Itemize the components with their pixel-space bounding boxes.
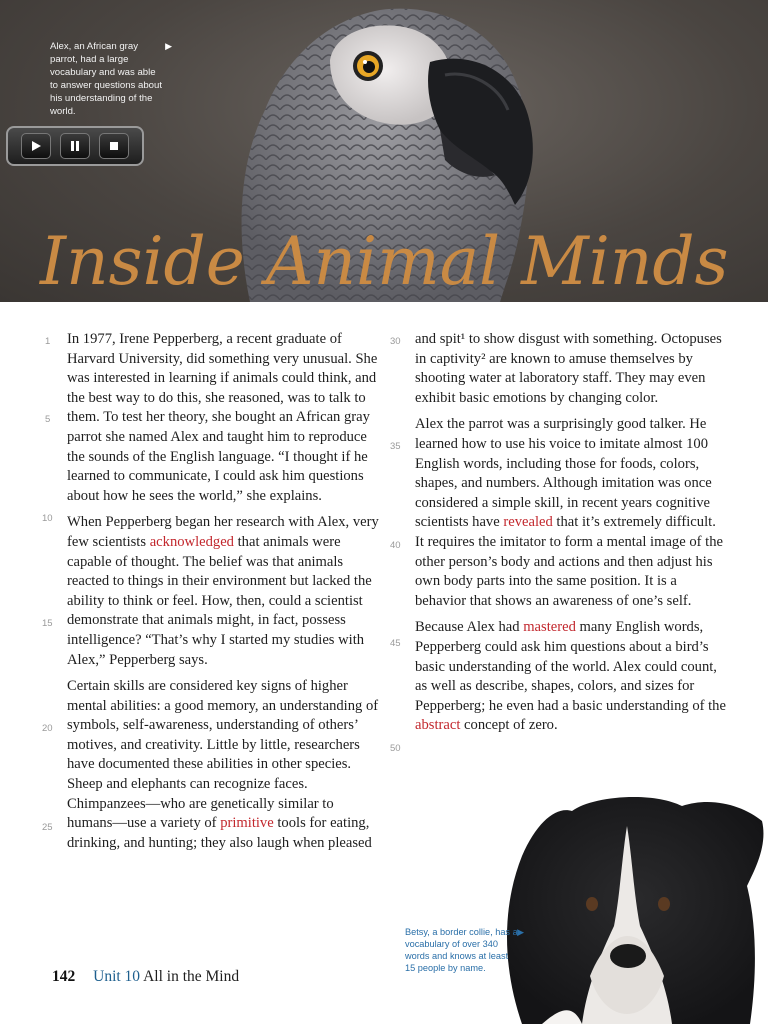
line-number: 10 [42,513,53,524]
vocabulary-word: acknowledged [149,533,234,550]
border-collie-image [482,786,768,1024]
left-column [67,330,379,860]
page-title: Inside Animal Minds [40,223,729,300]
parrot-caption-text: Alex, an African gray parrot, had a large vocabulary and was able to answer questions about his understanding of the world. [50,41,163,117]
vocabulary-word: mastered [523,619,576,636]
caption-arrow-icon: ▶ [517,927,524,937]
stop-button[interactable] [99,133,129,159]
unit-title: All in the Mind [143,968,240,985]
page-footer [52,968,239,986]
audio-controls [6,126,144,166]
pause-icon [69,140,81,152]
line-number: 40 [390,540,401,551]
line-number: 20 [42,723,53,734]
paragraph: In 1977, Irene Pepperberg, a recent graduate of Harvard University, did something very unusual. She was interested in learning if animals could think, and the best way to do this, she reasoned, was to talk to them. To test her theory, she bought an African gray parrot she named Alex and taught him to reproduce the sounds of the English language. “I thought if he learned to communicate, I could ask him questions about how he sees the world,” she explains. [67,331,378,504]
line-number: 50 [390,743,401,754]
line-number: 5 [45,414,51,425]
line-number: 35 [390,441,401,452]
caption-arrow-icon: ▶ [165,41,172,51]
paragraph: When Pepperberg began her research with Alex, very few scientists acknowledged that animals were capable of thought. The belief was that animals reacted to things in their environment but lacked the ability to think or feel. How, then, could a scientist demonstrate that animals might, in fact, possess intelligence? “That’s why I started my studies with Alex,” Pepperberg says. [67,514,379,668]
hero-photo [0,0,768,302]
vocabulary-word: primitive [220,815,274,832]
paragraph: Alex the parrot was a surprisingly good talker. He learned how to use his voice to imitate almost 100 English words, including those for foods, colors, shapes, and numbers. Although imitation was once considered a simple skill, in recent years cognitive scientists have revealed that it’s extremely difficult. It requires the imitator to form a mental image of the other person’s body and actions and then adjust his own body parts into the same position. It is a behavior that shows an awareness of one’s self. [415,416,723,609]
dog-caption [405,926,524,974]
page-number: 142 [52,968,76,985]
stop-icon [108,140,120,152]
pause-button[interactable] [60,133,90,159]
line-number: 45 [390,638,401,649]
parrot-caption [50,40,172,118]
play-button[interactable] [21,133,51,159]
line-number: 25 [42,822,53,833]
line-number: 15 [42,618,53,629]
right-column [415,330,727,743]
paragraph: and spit¹ to show disgust with something. Octopuses in captivity² are known to amuse themselves by shooting water at laboratory staff. They may even exhibit basic emotions by changing color. [415,331,722,406]
paragraph: Because Alex had mastered many English words, Pepperberg could ask him questions about a bird’s basic understanding of the world. Alex could count, as well as describe, shapes, colors, and sizes for Pepperberg; he even had a basic understanding of the abstract concept of zero. [415,619,726,734]
paragraph: Certain skills are considered key signs of higher mental abilities: a good memory, an understanding of symbols, self-awareness, understanding of others’ motives, and creativity. Little by little, researchers have documented these abilities in other species. Sheep and elephants can recognize faces. Chimpanzees—who are genetically similar to humans—use a variety of primitive tools for eating, drinking, and hunting; they also laugh when pleased [67,678,379,851]
play-icon [30,140,42,152]
unit-label: Unit 10 [93,968,141,985]
vocabulary-word: revealed [503,514,553,531]
line-number: 30 [390,336,401,347]
vocabulary-word: abstract [415,717,461,734]
dog-caption-text: Betsy, a border collie, has a vocabulary of over 340 words and knows at least 15 people by name. [405,927,518,973]
line-number: 1 [45,336,51,347]
